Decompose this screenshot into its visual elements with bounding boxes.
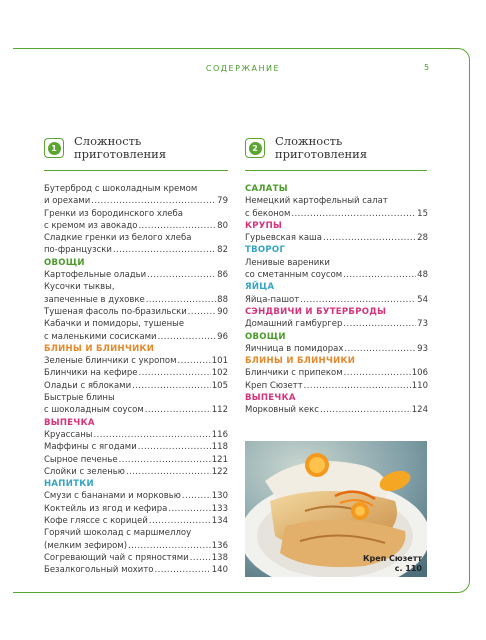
toc-entry: [44, 564, 228, 576]
toc-entry: [44, 429, 228, 441]
dot-leader: [119, 454, 211, 466]
toc-entry-text: Сладкие гренки из белого хлеба: [44, 233, 192, 244]
divider: [44, 170, 228, 171]
toc-entry-text: Морковный кекс: [245, 405, 319, 416]
toc-page-number: 134: [211, 516, 228, 527]
toc-entry: [44, 331, 228, 343]
difficulty-1-line1: Сложность: [74, 134, 142, 148]
toc-entry-text: Круассаны: [44, 429, 93, 440]
toc-page-number: 82: [217, 245, 228, 256]
category-heading: КРУПЫ: [245, 220, 283, 231]
toc-entry: [44, 367, 228, 379]
dot-leader: [126, 466, 211, 478]
dot-leader: [343, 318, 416, 330]
toc-entry: [245, 208, 428, 220]
dot-leader: [147, 269, 216, 281]
toc-entry-line: [245, 257, 428, 269]
crepe-suzette-photo: [245, 441, 427, 577]
category-heading: НАПИТКИ: [44, 479, 94, 490]
toc-page-number: 15: [417, 208, 428, 219]
toc-entry-text: Домашний гамбургер: [245, 319, 343, 330]
toc-entry-line: [44, 527, 228, 539]
toc-entry-text: Яйца-пашот: [245, 294, 300, 305]
difficulty-2-line2: приготовления: [275, 147, 368, 161]
toc-entry-text: (мелким зефиром): [44, 540, 128, 551]
toc-page-number: 93: [417, 343, 428, 354]
toc-entry: [44, 380, 228, 392]
toc-entry: [44, 244, 228, 256]
dot-leader: [138, 220, 216, 232]
dot-leader: [300, 294, 416, 306]
page-number: 5: [424, 63, 430, 72]
difficulty-2-heading: [245, 130, 427, 166]
toc-entry-text: Креп Сюзетт: [245, 380, 303, 391]
toc-entry-text: Согревающий чай с пряностями: [44, 552, 189, 563]
toc-entry: [245, 232, 428, 244]
toc-page-number: 102: [211, 368, 228, 379]
category-heading: БЛИНЫ И БЛИНЧИКИ: [245, 356, 356, 367]
toc-page-number: 116: [211, 429, 228, 440]
photo-caption: [363, 554, 422, 574]
photo-caption-page: с. 110: [394, 564, 422, 573]
toc-entry-text: запеченные в духовке: [44, 294, 145, 305]
toc-entry: [44, 466, 228, 478]
toc-page-number: 101: [211, 356, 228, 367]
toc-entry-text: Смузи с бананами и морковью: [44, 491, 181, 502]
toc-page-number: 130: [211, 491, 228, 502]
toc-page-number: 54: [417, 294, 428, 305]
toc-entry: [44, 540, 228, 552]
toc-entry-text: Слойки с зеленью: [44, 466, 125, 477]
dot-leader: [190, 552, 211, 564]
toc-entry: [245, 318, 428, 330]
toc-page-number: 105: [211, 380, 228, 391]
toc-list-left: [44, 183, 228, 577]
toc-entry-line: [44, 318, 228, 330]
difficulty-2-line1: Сложность: [275, 134, 343, 148]
category-heading: ОВОЩИ: [44, 257, 85, 268]
toc-entry-text: с беконом: [245, 208, 291, 219]
toc-entry: [44, 515, 228, 527]
toc-entry-line: [44, 183, 228, 195]
toc-entry-line: [245, 195, 428, 207]
toc-entry: [44, 269, 228, 281]
toc-entry: [44, 441, 228, 453]
toc-entry-text: Зеленые блинчики с укропом: [44, 356, 177, 367]
toc-page-number: 86: [217, 270, 228, 281]
toc-page-number: 136: [211, 540, 228, 551]
toc-entry-text: Бутерброд с шоколадным кремом: [44, 184, 198, 194]
toc-entry: [44, 454, 228, 466]
toc-entry: [245, 367, 428, 379]
dot-leader: [343, 269, 416, 281]
toc-entry-line: [44, 392, 228, 404]
dot-leader: [146, 294, 216, 306]
toc-entry-text: Кабачки и помидоры, тушеные: [44, 319, 185, 330]
toc-entry-text: и орехами: [44, 196, 91, 207]
category-heading: ТВОРОГ: [245, 245, 286, 256]
category-heading: САЛАТЫ: [245, 184, 288, 194]
toc-entry: [44, 195, 228, 207]
toc-page-number: 28: [417, 233, 428, 244]
dot-leader: [113, 244, 216, 256]
toc-entry-text: Быстрые блины: [44, 393, 115, 404]
toc-page-number: 122: [211, 466, 228, 477]
toc-page-number: 48: [417, 270, 428, 281]
toc-entry: [44, 552, 228, 564]
category-heading: ОВОЩИ: [245, 331, 286, 342]
dot-leader: [91, 195, 216, 207]
divider: [245, 170, 427, 171]
dot-leader: [178, 355, 211, 367]
category-heading: БЛИНЫ И БЛИНЧИКИ: [44, 343, 155, 354]
toc-entry-text: Яичница в помидорах: [245, 343, 344, 354]
dot-leader: [182, 490, 211, 502]
dot-leader: [154, 564, 210, 576]
toc-page-number: 110: [411, 380, 428, 391]
toc-entry: [44, 294, 228, 306]
toc-entry: [44, 503, 228, 515]
page-title: СОДЕРЖАНИЕ: [205, 64, 281, 73]
toc-page-number: 118: [211, 442, 228, 453]
toc-list-right: [245, 183, 428, 417]
toc-entry-text: с шоколадным соусом: [44, 405, 144, 416]
toc-page-number: 140: [211, 565, 228, 576]
toc-entry: [44, 220, 228, 232]
toc-entry: [245, 404, 428, 416]
toc-entry-text: Маффины с ягодами: [44, 442, 137, 453]
toc-entry-text: Кусочки тыквы,: [44, 282, 115, 293]
toc-page-number: 90: [217, 306, 228, 317]
difficulty-badge-1: 1: [44, 138, 64, 158]
category-heading: ЯЙЦА: [245, 282, 275, 293]
toc-page-number: 112: [211, 405, 228, 416]
dot-leader: [132, 380, 211, 392]
dot-leader: [94, 429, 211, 441]
toc-entry-text: Блинчики с припеком: [245, 368, 343, 379]
toc-entry-text: Оладьи с яблоками: [44, 380, 132, 391]
toc-entry: [44, 490, 228, 502]
dot-leader: [149, 515, 211, 527]
toc-entry-line: [44, 281, 228, 293]
toc-entry-text: со сметанным соусом: [245, 270, 343, 281]
category-heading: ВЫПЕЧКА: [245, 393, 296, 404]
toc-entry: [44, 306, 228, 318]
dot-leader: [138, 441, 211, 453]
difficulty-1-heading: [44, 130, 228, 166]
dot-leader: [128, 540, 211, 552]
toc-entry-text: с маленькими сосисками: [44, 331, 157, 342]
toc-entry-text: Коктейль из ягод и кефира: [44, 503, 168, 514]
toc-page-number: 121: [211, 454, 228, 465]
toc-entry-text: Блинчики на кефире: [44, 368, 138, 379]
toc-page-number: 138: [211, 552, 228, 563]
toc-entry: [245, 380, 428, 392]
difficulty-1-line2: приготовления: [74, 147, 167, 161]
dot-leader: [304, 380, 411, 392]
toc-page-number: 96: [217, 331, 228, 342]
toc-page-number: 106: [411, 368, 428, 379]
dot-leader: [344, 343, 416, 355]
toc-entry-text: с кремом из авокадо: [44, 220, 138, 231]
toc-entry-text: Безалкогольный мохито: [44, 565, 154, 576]
toc-page-number: 80: [217, 220, 228, 231]
dot-leader: [139, 367, 211, 379]
toc-entry-text: Сырное печенье: [44, 454, 118, 465]
toc-entry-text: Гурьевская каша: [245, 233, 323, 244]
toc-entry-text: Ленивые вареники: [245, 257, 330, 268]
toc-entry: [245, 294, 428, 306]
dot-leader: [145, 404, 211, 416]
toc-entry-text: Кофе гляссе с корицей: [44, 516, 148, 527]
toc-entry: [245, 343, 428, 355]
toc-entry-text: Горячий шоколад с маршмеллоу: [44, 528, 192, 539]
toc-entry-text: по-французски: [44, 245, 112, 256]
toc-entry-line: [44, 232, 228, 244]
dot-leader: [344, 367, 411, 379]
toc-entry-text: Немецкий картофельный салат: [245, 196, 388, 207]
toc-page-number: 124: [411, 405, 428, 416]
toc-entry: [44, 404, 228, 416]
difficulty-badge-2: 2: [245, 138, 265, 158]
toc-page-number: 79: [217, 196, 228, 207]
toc-entry-line: [44, 208, 228, 220]
dot-leader: [320, 404, 411, 416]
toc-entry-text: Гренки из бородинского хлеба: [44, 208, 183, 219]
toc-entry-text: Картофельные оладьи: [44, 270, 147, 281]
dot-leader: [188, 306, 216, 318]
toc-page-number: 133: [211, 503, 228, 514]
toc-entry: [44, 355, 228, 367]
photo-caption-title: Креп Сюзетт: [363, 554, 422, 563]
toc-page-number: 73: [417, 319, 428, 330]
dot-leader: [168, 503, 210, 515]
category-heading: ВЫПЕЧКА: [44, 417, 95, 428]
toc-page-number: 88: [217, 294, 228, 305]
toc-entry: [245, 269, 428, 281]
category-heading: СЭНДВИЧИ И БУТЕРБРОДЫ: [245, 306, 387, 317]
dot-leader: [158, 331, 217, 343]
dot-leader: [323, 232, 416, 244]
toc-entry-text: Тушеная фасоль по-бразильски: [44, 306, 187, 317]
dot-leader: [291, 208, 416, 220]
